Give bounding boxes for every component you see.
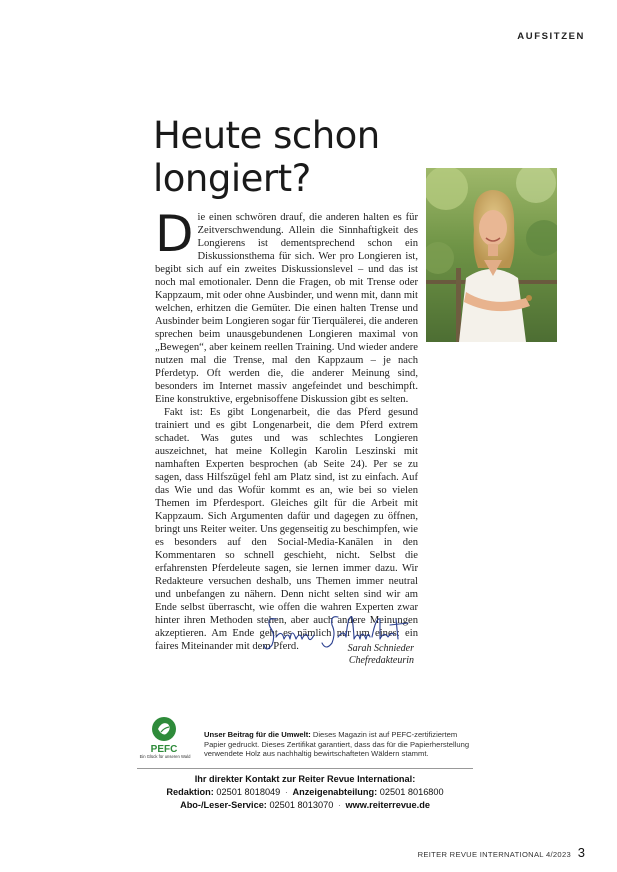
environment-text: Dieses Magazin ist auf PEFC-zertifiziertem Papier gedruckt. Dieses Zertifikat garantiert, dass das für die Papierherstellung verwendete Holz aus nachhaltig bewirtschafteten Wäldern stammt. <box>204 730 470 759</box>
paragraph-1-text: ie einen schwören drauf, die anderen halten es für Zeitverschwendung. Allein die Sinnhaftigkeit des Longierens ist dementsprechend schon ein Diskussionsthema für sich. Wer pro Longieren ist, begibt sich auf ein zweites Diskussionslevel – und das ist noch mal emotionaler. Denn die Fragen, ob mit Trense oder Kappzaum, mit oder ohne Ausbinder, und wenn mit, dann mit welchen, erhitzen die Gemüter. Die einen halten Trense und Ausbinder beim Longieren sogar für Tierquälerei, die anderen sprechen beim unausgebundenen Longieren maximal von „Bewegen“, aber keinem reellen Training. Und wieder andere nutzen mal die Trense, mal den Kappzaum – je nach Pferdetyp. Oft werden die, die anderer Meinung sind, besonders im Internet massiv angefeindet und beschimpft. Eine konstruktive, ergebnisoffene Diskussion gibt es selten. <box>155 212 418 405</box>
environment-note <box>204 730 474 759</box>
separator: · <box>284 787 288 797</box>
drop-cap: D <box>155 205 194 263</box>
anzeigen-label: Anzeigenabteilung: <box>292 787 378 797</box>
title-line-2: longiert? <box>153 157 311 200</box>
abo-phone[interactable]: 02501 8013070 <box>269 800 334 810</box>
paragraph-1 <box>155 205 418 406</box>
footer-magazine: REITER REVUE INTERNATIONAL 4/2023 <box>417 850 571 859</box>
contact-line-2 <box>140 799 470 812</box>
contact-line-1 <box>140 786 470 799</box>
page-number: 3 <box>577 845 585 860</box>
pefc-tagline: Ein Glück für unseren Wald <box>139 754 191 759</box>
anzeigen-phone[interactable]: 02501 8016800 <box>379 787 444 797</box>
author-role: Chefredakteurin <box>348 655 414 666</box>
contact-heading: Ihr direkter Kontakt zur Reiter Revue International: <box>194 774 416 784</box>
redaktion-phone[interactable]: 02501 8018049 <box>216 787 281 797</box>
environment-heading: Unser Beitrag für die Umwelt: <box>204 730 311 739</box>
section-label: AUFSITZEN <box>517 31 585 42</box>
abo-label: Abo-/Leser-Service: <box>180 800 267 810</box>
article-title <box>153 114 433 200</box>
divider <box>137 768 473 769</box>
title-line-1: Heute schon <box>153 114 380 157</box>
separator: · <box>337 800 341 810</box>
author-credit <box>348 643 414 667</box>
article-body <box>155 205 419 653</box>
redaktion-label: Redaktion: <box>166 787 214 797</box>
contact-box <box>140 773 470 812</box>
website-link[interactable]: www.reiterrevue.de <box>345 800 430 810</box>
pefc-wordmark: PEFC <box>150 744 178 755</box>
author-photo <box>426 168 557 342</box>
paragraph-2: Fakt ist: Es gibt Longenarbeit, die das Pferd gesund trainiert und es gibt Longenarbeit, die dem Pferd extrem schadet. Was gutes und was schlechtes Longieren auszeichnet, hat meine Kollegin Karolin Leszinski mit namhaften Experten besprochen (ab Seite 24). Per se zu sagen, dass Hilfszügel fehl am Platz sind, ist zu einfach. Auf das Wie und das Wofür kommt es an, wie bei so vielen Themen im Pferdesport. Gleiches gilt für die Arbeit mit Kappzaum. Sich Argumenten dafür und dagegen zu öffnen, bringt uns Reiter weiter. Uns gegenseitig zu beschimpfen, wie es besonders auf den Social-Media-Kanälen in den Kommentaren so schnell geschieht, nicht. Selbst die erfahrensten Pferdeleute sagen, sie lernen immer dazu. Wir Redakteure versuchen deshalb, uns Themen immer neutral und unbefangen zu nähern. Denn nicht selten sind wir am Ende selbst überrascht, wie offen die wahren Experten zwar hinter ihren Methoden stehen, aber auch andere Meinungen akzeptieren. Am Ende geht es nämlich nur um eines: ein faires Miteinander mit dem Pferd. <box>155 407 419 652</box>
author-name: Sarah Schnieder <box>347 643 414 654</box>
